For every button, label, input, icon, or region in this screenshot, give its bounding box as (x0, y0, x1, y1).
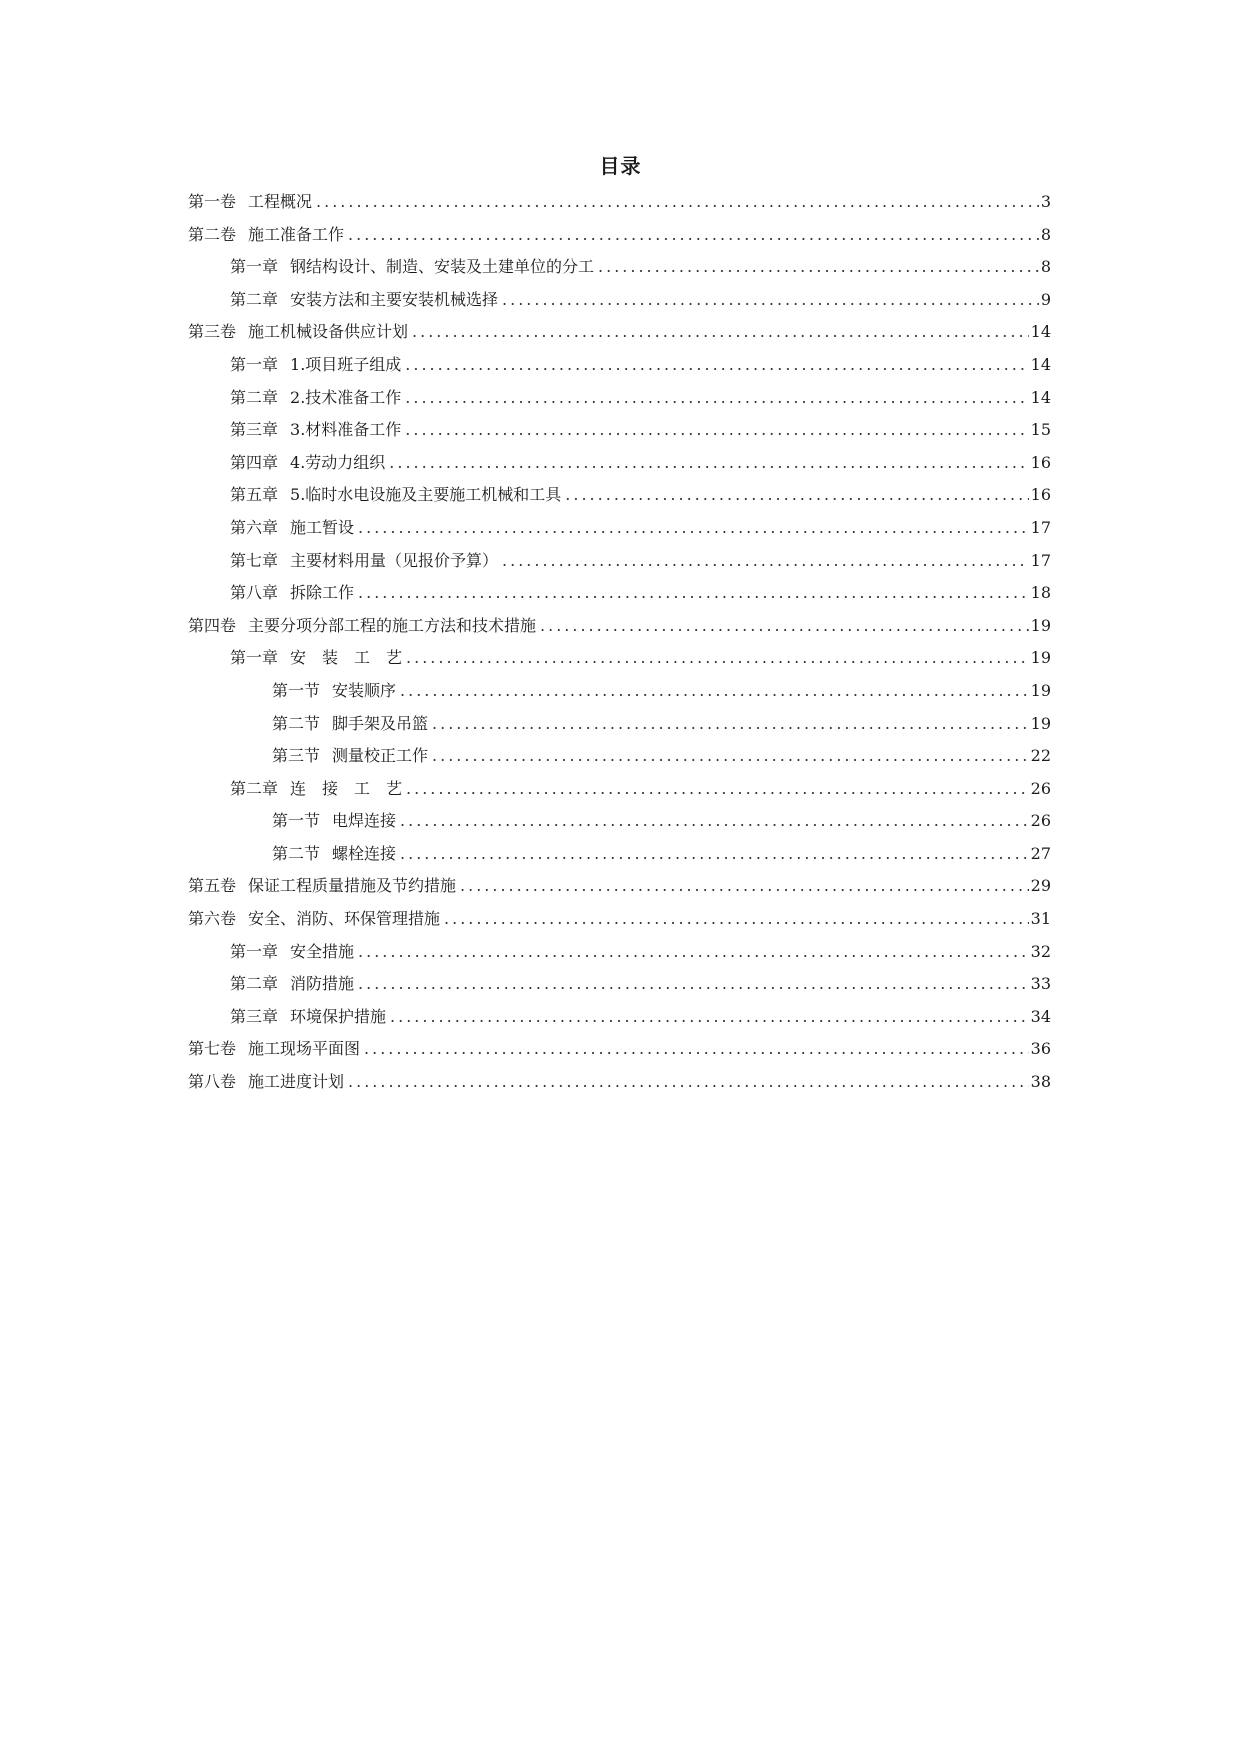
toc-entry[interactable] (188, 1066, 1051, 1099)
toc-entry-number: 第八章 (230, 583, 279, 603)
dot-leader (432, 708, 1029, 741)
toc-entry-number: 第四章 (230, 452, 279, 472)
toc-entry-page: 14 (1030, 354, 1051, 374)
table-of-contents (188, 186, 1051, 1099)
toc-entry-number: 第一章 (230, 257, 279, 277)
toc-entry-number: 第七卷 (188, 1039, 237, 1059)
toc-entry-number: 第二节 (272, 713, 321, 733)
dot-leader (390, 1001, 1029, 1034)
toc-entry-page: 27 (1030, 843, 1051, 863)
dot-leader (502, 284, 1039, 317)
dot-leader (389, 447, 1028, 480)
dot-leader (358, 512, 1029, 545)
toc-entry-page: 19 (1030, 713, 1051, 733)
toc-entry-title: 安装方法和主要安装机械选择 (290, 289, 499, 309)
dot-leader (358, 936, 1029, 969)
dot-leader (358, 577, 1029, 610)
toc-title: 目录 (599, 154, 642, 178)
toc-entry[interactable] (188, 545, 1051, 578)
toc-entry-number: 第二节 (272, 843, 321, 863)
toc-entry[interactable] (188, 284, 1051, 317)
dot-leader (405, 414, 1028, 447)
toc-entry-title: 脚手架及吊篮 (332, 713, 429, 733)
toc-entry-number: 第一章 (230, 354, 279, 374)
toc-entry-title: 施工机械设备供应计划 (248, 322, 409, 342)
toc-entry-page: 19 (1030, 615, 1051, 635)
toc-entry-number: 第二章 (230, 778, 279, 798)
toc-entry-page: 17 (1030, 550, 1051, 570)
toc-entry-page: 31 (1030, 909, 1051, 929)
toc-entry-page: 15 (1030, 420, 1051, 440)
toc-entry[interactable] (188, 642, 1051, 675)
toc-entry-title: 4.劳动力组织 (290, 452, 386, 472)
toc-entry-title: 电焊连接 (332, 811, 397, 831)
dot-leader (316, 186, 1039, 219)
toc-entry-page: 14 (1030, 387, 1051, 407)
toc-entry-page: 17 (1030, 517, 1051, 537)
toc-entry-page: 36 (1030, 1039, 1051, 1059)
toc-entry-title: 安全措施 (290, 941, 355, 961)
toc-entry-title: 螺栓连接 (332, 843, 397, 863)
toc-entry-title: 施工进度计划 (248, 1072, 345, 1092)
toc-entry-number: 第八卷 (188, 1072, 237, 1092)
toc-entry[interactable] (188, 838, 1051, 871)
toc-entry-title: 工程概况 (248, 192, 313, 211)
toc-entry[interactable] (188, 186, 1051, 219)
toc-entry[interactable] (188, 936, 1051, 969)
toc-entry-number: 第一章 (230, 648, 279, 668)
toc-entry-page: 14 (1030, 322, 1051, 342)
dot-leader (400, 838, 1029, 871)
toc-entry[interactable] (188, 316, 1051, 349)
toc-entry[interactable] (188, 610, 1051, 643)
toc-entry-page: 16 (1030, 485, 1051, 505)
toc-entry-title: 施工准备工作 (248, 224, 345, 244)
toc-entry-title: 拆除工作 (290, 583, 355, 603)
toc-entry-page: 16 (1030, 452, 1051, 472)
toc-entry-page: 8 (1040, 257, 1051, 277)
toc-entry-title: 2.技术准备工作 (290, 387, 402, 407)
toc-entry-page: 22 (1030, 746, 1051, 766)
toc-entry-title: 钢结构设计、制造、安装及土建单位的分工 (290, 257, 595, 277)
toc-entry-number: 第五卷 (188, 876, 237, 896)
dot-leader (406, 773, 1029, 806)
toc-entry-page: 8 (1040, 224, 1051, 244)
toc-entry-title: 保证工程质量措施及节约措施 (248, 876, 457, 896)
dot-leader (432, 740, 1029, 773)
toc-entry-title: 施工暂设 (290, 517, 355, 537)
toc-entry-title: 安 装 工 艺 (290, 648, 403, 668)
dot-leader (364, 1033, 1029, 1066)
toc-entry-title: 连 接 工 艺 (290, 778, 403, 798)
toc-entry[interactable] (188, 740, 1051, 773)
dot-leader (502, 545, 1029, 578)
dot-leader (412, 316, 1029, 349)
toc-entry-title: 主要材料用量（见报价予算） (290, 550, 499, 570)
toc-entry-title: 3.材料准备工作 (290, 420, 402, 440)
toc-entry-title: 环境保护措施 (290, 1006, 387, 1026)
toc-entry-title: 5.临时水电设施及主要施工机械和工具 (290, 485, 562, 505)
toc-entry[interactable] (188, 708, 1051, 741)
toc-entry-number: 第一节 (272, 680, 321, 700)
dot-leader (460, 870, 1029, 903)
toc-entry-number: 第七章 (230, 550, 279, 570)
toc-entry-page: 19 (1030, 648, 1051, 668)
toc-entry-page: 19 (1030, 680, 1051, 700)
toc-entry-title: 施工现场平面图 (248, 1039, 361, 1059)
toc-entry-title: 安全、消防、环保管理措施 (248, 909, 441, 929)
toc-entry-page: 32 (1030, 941, 1051, 961)
toc-entry[interactable] (188, 479, 1051, 512)
toc-entry-page: 26 (1030, 811, 1051, 831)
toc-entry[interactable] (188, 251, 1051, 284)
dot-leader (406, 642, 1029, 675)
toc-entry-number: 第六卷 (188, 909, 237, 929)
toc-entry-number: 第一节 (272, 811, 321, 831)
dot-leader (405, 349, 1028, 382)
toc-entry[interactable] (188, 219, 1051, 252)
toc-entry[interactable] (188, 1001, 1051, 1034)
toc-entry-number: 第六章 (230, 517, 279, 537)
toc-entry-title: 1.项目班子组成 (290, 354, 402, 374)
toc-entry-number: 第一章 (230, 941, 279, 961)
toc-entry-number: 第三节 (272, 746, 321, 766)
toc-entry[interactable] (188, 447, 1051, 480)
toc-entry[interactable] (188, 805, 1051, 838)
toc-entry-page: 9 (1040, 289, 1051, 309)
dot-leader (358, 968, 1029, 1001)
dot-leader (565, 479, 1028, 512)
toc-entry-number: 第二章 (230, 289, 279, 309)
toc-entry-title: 主要分项分部工程的施工方法和技术措施 (248, 615, 537, 635)
dot-leader (348, 1066, 1029, 1099)
toc-entry-title: 测量校正工作 (332, 746, 429, 766)
toc-entry[interactable] (188, 870, 1051, 903)
dot-leader (400, 675, 1029, 708)
toc-entry-number: 第五章 (230, 485, 279, 505)
toc-entry-number: 第三章 (230, 1006, 279, 1026)
dot-leader (598, 251, 1039, 284)
toc-entry-page: 33 (1030, 974, 1051, 994)
toc-entry-page: 3 (1040, 192, 1051, 211)
toc-entry-number: 第一卷 (188, 192, 237, 211)
toc-entry-number: 第二卷 (188, 224, 237, 244)
toc-entry-page: 34 (1030, 1006, 1051, 1026)
toc-entry[interactable] (188, 349, 1051, 382)
dot-leader (444, 903, 1029, 936)
toc-entry[interactable] (188, 773, 1051, 806)
toc-entry-page: 18 (1030, 583, 1051, 603)
toc-entry[interactable] (188, 968, 1051, 1001)
toc-entry[interactable] (188, 382, 1051, 415)
toc-entry-title: 消防措施 (290, 974, 355, 994)
toc-entry-page: 26 (1030, 778, 1051, 798)
toc-entry-number: 第二章 (230, 974, 279, 994)
toc-entry[interactable] (188, 512, 1051, 545)
toc-entry-number: 第二章 (230, 387, 279, 407)
toc-entry-number: 第三章 (230, 420, 279, 440)
toc-entry[interactable] (188, 675, 1051, 708)
dot-leader (400, 805, 1029, 838)
dot-leader (348, 219, 1039, 252)
dot-leader (540, 610, 1029, 643)
toc-entry-title: 安装顺序 (332, 680, 397, 700)
toc-entry-page: 29 (1030, 876, 1051, 896)
toc-entry-number: 第四卷 (188, 615, 237, 635)
toc-entry[interactable] (188, 577, 1051, 610)
toc-entry[interactable] (188, 903, 1051, 936)
toc-entry-page: 38 (1030, 1072, 1051, 1092)
dot-leader (405, 382, 1028, 415)
toc-entry[interactable] (188, 414, 1051, 447)
toc-entry-number: 第三卷 (188, 322, 237, 342)
toc-entry[interactable] (188, 1033, 1051, 1066)
